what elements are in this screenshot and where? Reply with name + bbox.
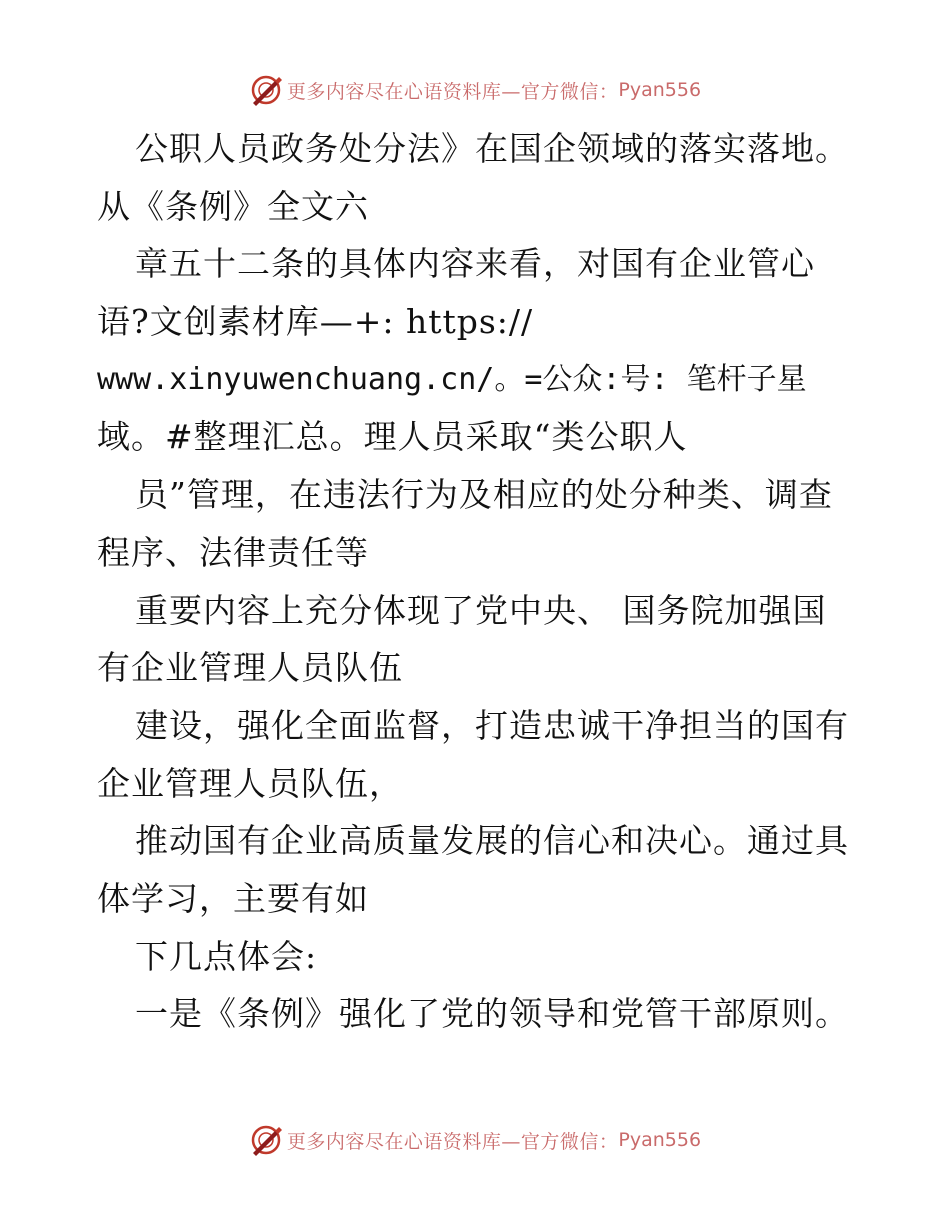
header-banner-text: 更多内容尽在心语资料库—官方微信： [286, 80, 619, 103]
footer-banner [0, 1120, 950, 1160]
text-line: www.xinyuwenchuang.cn/。=公众:号: 笔杆子星 [97, 361, 807, 397]
header-banner-account: Pyan556 [618, 79, 702, 101]
pen-logo-icon [249, 1123, 283, 1157]
text-line: 推动国有企业高质量发展的信心和决心。通过具 [135, 821, 849, 861]
footer-banner-account: Pyan556 [618, 1129, 702, 1151]
text-line: 一是《条例》强化了党的领导和党管干部原则。 [135, 994, 849, 1034]
text-line: 语?文创素材库—+: https:// [97, 302, 534, 342]
text-line: 有企业管理人员队伍 [97, 648, 403, 688]
pen-logo-icon [249, 73, 283, 107]
text-line: 域。#整理汇总。理人员采取“类公职人 [97, 417, 688, 457]
text-line: 程序、法律责任等 [97, 532, 369, 572]
text-line: 员”管理，在违法行为及相应的处分种类、调查 [135, 475, 833, 515]
text-line: 体学习，主要有如 [97, 878, 369, 918]
text-line: 从《条例》全文六 [97, 186, 369, 226]
body-text [97, 120, 897, 1043]
text-line: 企业管理人员队伍， [97, 763, 403, 803]
header-banner [0, 70, 950, 110]
text-line: 建设，强化全面监督，打造忠诚干净担当的国有 [135, 705, 849, 745]
text-line: 重要内容上充分体现了党中央、 国务院加强国 [135, 590, 827, 630]
text-line: 公职人员政务处分法》在国企领域的落实落地。 [135, 129, 849, 168]
text-line: 章五十二条的具体内容来看，对国有企业管心 [135, 244, 815, 284]
footer-banner-text: 更多内容尽在心语资料库—官方微信： [286, 1130, 619, 1153]
text-line: 下几点体会: [135, 936, 318, 976]
